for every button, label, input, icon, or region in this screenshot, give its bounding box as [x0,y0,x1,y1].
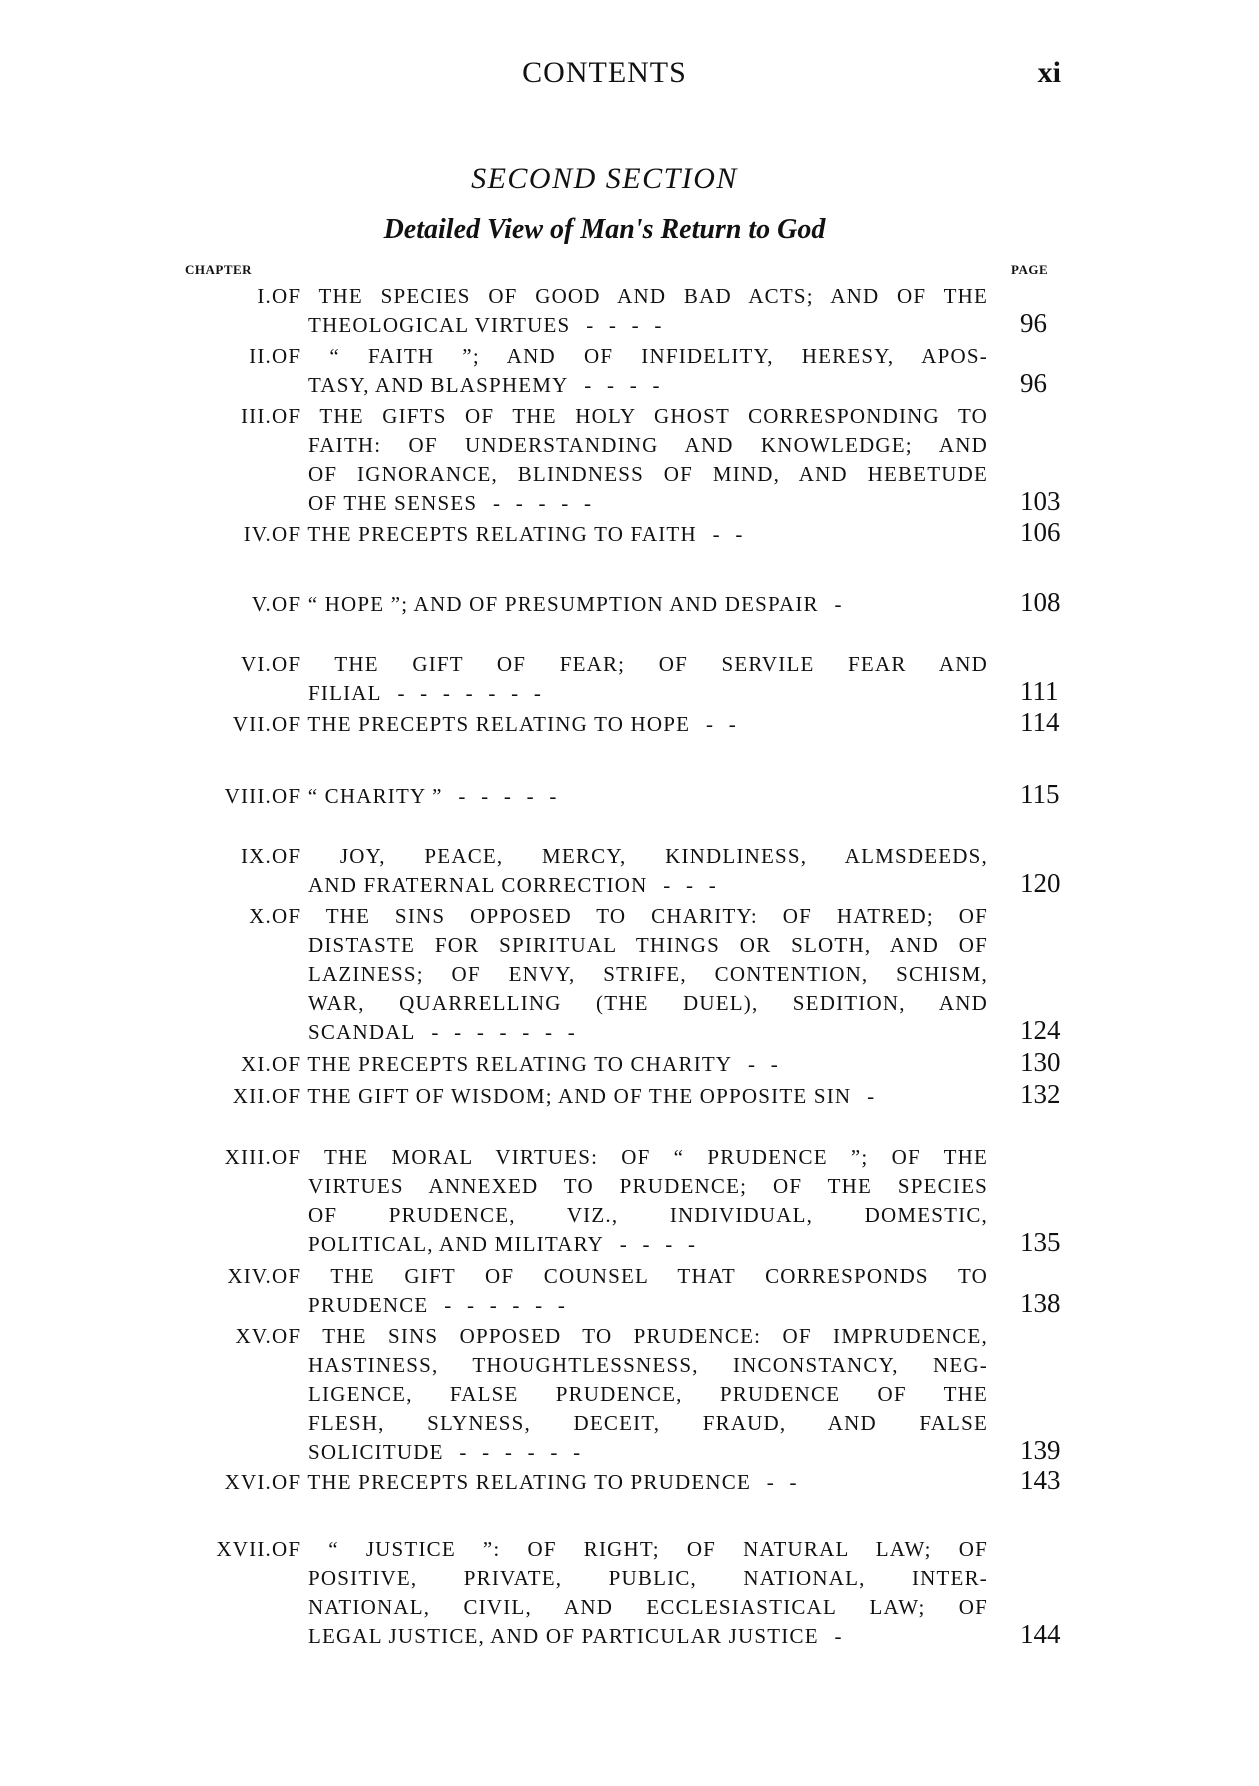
dot-leader: - - [732,1052,778,1076]
page-reference: 106 [1020,517,1061,547]
chapter-title-text: OF THE SINS OPPOSED TO PRUDENCE: OF IMPRUDENCE, [272,1324,988,1348]
chapter-title-line [272,710,988,739]
chapter-title-text: POSITIVE, PRIVATE, PUBLIC, NATIONAL, INTER- [308,1566,988,1590]
chapter-title-text: DISTASTE FOR SPIRITUAL THINGS OR SLOTH, AND OF [308,933,988,957]
chapter-title [272,520,988,549]
chapter-title-text: OF THE GIFTS OF THE HOLY GHOST CORRESPONDING TO [272,404,988,428]
chapter-title-line [272,1622,988,1651]
chapter-title-text: OF “ HOPE ”; AND OF PRESUMPTION AND DESPAIR [272,592,819,616]
chapter-title-text: OF IGNORANCE, BLINDNESS OF MIND, AND HEBETUDE [308,462,988,486]
chapter-number: VIII. [224,784,272,808]
chapter-title [272,1468,988,1497]
chapter-title [272,710,988,739]
chapter-title-text: VIRTUES ANNEXED TO PRUDENCE; OF THE SPECIES [308,1174,988,1198]
chapter-title-text: WAR, QUARRELLING (THE DUEL), SEDITION, AND [308,991,988,1015]
chapter-number: XIII. [224,1145,272,1169]
chapter-title [272,902,988,1047]
chapter-title-text: FAITH: OF UNDERSTANDING AND KNOWLEDGE; AND [308,433,988,457]
page-reference: 114 [1020,707,1060,737]
dot-leader: - - - - [568,373,660,397]
chapter-title-line [272,1593,988,1622]
running-title: CONTENTS [522,56,687,89]
chapter-number: XVII. [216,1537,272,1561]
chapter-title-text: THEOLOGICAL VIRTUES [308,313,571,337]
dot-leader: - - [690,712,736,736]
page-reference: 138 [1020,1288,1061,1318]
chapter-title-text: OF THE GIFT OF COUNSEL THAT CORRESPONDS TO [272,1264,988,1288]
dot-leader: - - - - [570,313,662,337]
chapter-title-line [272,371,988,400]
chapter-title-text: OF “ FAITH ”; AND OF INFIDELITY, HERESY, APOS- [272,344,988,368]
chapter-title-line [272,431,988,460]
chapter-title [272,282,988,340]
page-number: xi [1037,56,1061,89]
chapter-title-text: OF “ CHARITY ” [272,784,443,808]
chapter-title [272,342,988,400]
chapter-title-line [272,931,988,960]
page-reference: 120 [1020,868,1061,898]
page-reference: 124 [1020,1015,1061,1045]
chapter-title [272,1322,988,1467]
chapter-title-line [272,842,988,871]
page-column-heading: PAGE [1011,262,1049,277]
page-reference: 132 [1020,1079,1061,1109]
chapter-title-line [272,989,988,1018]
chapter-title [272,402,988,518]
page-reference: 130 [1020,1047,1061,1077]
chapter-number: IV. [243,522,272,546]
chapter-title [272,1082,988,1111]
chapter-title-text: TASY, AND BLASPHEMY [308,373,569,397]
chapter-title-text: OF THE GIFT OF FEAR; OF SERVILE FEAR AND [272,652,988,676]
chapter-title-line [272,1143,988,1172]
chapter-title-text: SOLICITUDE [308,1440,444,1464]
running-head [0,56,1259,96]
dot-leader: - - - [647,873,716,897]
dot-leader: - - - - - [477,491,591,515]
chapter-title-line [272,1438,988,1467]
page-reference: 135 [1020,1227,1061,1257]
chapter-title-text: POLITICAL, AND MILITARY [308,1232,604,1256]
dot-leader: - - - - - - [428,1293,565,1317]
chapter-title-line [272,1535,988,1564]
chapter-title-text: OF THE GIFT OF WISDOM; AND OF THE OPPOSITE SIN [272,1084,852,1108]
section-subtitle: Detailed View of Man's Return to God [383,214,826,245]
chapter-number: I. [257,284,272,308]
chapter-number: II. [249,344,272,368]
chapter-number: XVI. [224,1470,272,1494]
chapter-title [272,782,988,811]
chapter-number: III. [240,404,272,428]
chapter-number: XV. [235,1324,272,1348]
chapter-title [272,1050,988,1079]
chapter-title [272,1143,988,1259]
dot-leader: - - - - - - - [415,1020,575,1044]
chapter-title-text: OF THE MORAL VIRTUES: OF “ PRUDENCE ”; OF THE [272,1145,988,1169]
dot-leader: - [818,1624,842,1648]
page-reference: 96 [1020,308,1047,338]
dot-leader: - - - - - [442,784,557,808]
chapter-title-line [272,1262,988,1291]
page-reference: 144 [1020,1619,1061,1649]
chapter-title-line [272,1291,988,1320]
chapter-title-line [272,489,988,518]
chapter-title-text: OF THE SPECIES OF GOOD AND BAD ACTS; AND OF THE [272,284,988,308]
chapter-title [272,1262,988,1320]
chapter-title-text: OF THE PRECEPTS RELATING TO PRUDENCE [272,1470,752,1494]
chapter-title-line [272,679,988,708]
page-reference: 108 [1020,587,1061,617]
chapter-title-text: OF THE PRECEPTS RELATING TO FAITH [272,522,697,546]
chapter-number: IX. [240,844,272,868]
chapter-number: XIV. [227,1264,272,1288]
chapter-title-text: FILIAL [308,681,382,705]
dot-leader: - - [751,1470,797,1494]
page-reference: 111 [1020,676,1059,706]
chapter-title-line [272,282,988,311]
page-reference: 143 [1020,1465,1061,1495]
chapter-title-text: LEGAL JUSTICE, AND OF PARTICULAR JUSTICE [308,1624,819,1648]
chapter-title-text: FLESH, SLYNESS, DECEIT, FRAUD, AND FALSE [308,1411,988,1435]
chapter-number: VII. [232,712,272,736]
chapter-title-line [272,1172,988,1201]
chapter-title [272,650,988,708]
chapter-title-text: OF THE PRECEPTS RELATING TO CHARITY [272,1052,733,1076]
page-reference: 115 [1020,779,1060,809]
chapter-title-line [272,1230,988,1259]
chapter-number: XII. [232,1084,272,1108]
chapter-title-line [272,782,988,811]
chapter-number: XI. [240,1052,272,1076]
chapter-number: X. [249,904,272,928]
chapter-title-text: LAZINESS; OF ENVY, STRIFE, CONTENTION, SCHISM, [308,962,988,986]
chapter-title-line [272,1018,988,1047]
chapter-title-line [272,1050,988,1079]
chapter-column-heading: CHAPTER [185,262,253,277]
chapter-title-line [272,460,988,489]
chapter-title-text: PRUDENCE [308,1293,429,1317]
chapter-title-line [272,960,988,989]
dot-leader: - [818,592,842,616]
chapter-title-line [272,520,988,549]
chapter-title-line [272,871,988,900]
page-reference: 103 [1020,486,1061,516]
chapter-title-line [272,902,988,931]
chapter-title-text: AND FRATERNAL CORRECTION [308,873,648,897]
page-reference: 139 [1020,1435,1061,1465]
chapter-title-line [272,590,988,619]
dot-leader: - - - - - - - [381,681,541,705]
chapter-number: VI. [240,652,272,676]
chapter-title-line [272,1082,988,1111]
chapter-title-line [272,1564,988,1593]
dot-leader: - - - - [604,1232,695,1256]
chapter-title-line [272,1201,988,1230]
chapter-title-text: NATIONAL, CIVIL, AND ECCLESIASTICAL LAW; OF [308,1595,988,1619]
chapter-title-text: HASTINESS, THOUGHTLESSNESS, INCONSTANCY, NEG- [308,1353,988,1377]
chapter-title-line [272,1322,988,1351]
section-title: SECOND SECTION [471,162,738,195]
chapter-title-text: OF JOY, PEACE, MERCY, KINDLINESS, ALMSDEEDS, [272,844,988,868]
dot-leader: - - [696,522,743,546]
chapter-title [272,1535,988,1651]
chapter-title [272,590,988,619]
chapter-title [272,842,988,900]
chapter-number: V. [251,592,272,616]
chapter-title-line [272,1351,988,1380]
chapter-title-text: OF THE PRECEPTS RELATING TO HOPE [272,712,691,736]
dot-leader: - - - - - - [443,1440,581,1464]
chapter-title-line [272,1409,988,1438]
chapter-title-text: OF “ JUSTICE ”: OF RIGHT; OF NATURAL LAW; OF [272,1537,988,1561]
chapter-title-text: OF THE SINS OPPOSED TO CHARITY: OF HATRED; OF [272,904,988,928]
chapter-title-line [272,1380,988,1409]
chapter-title-line [272,650,988,679]
chapter-title-line [272,342,988,371]
chapter-title-line [272,402,988,431]
chapter-title-line [272,311,988,340]
dot-leader: - [851,1084,875,1108]
chapter-title-text: LIGENCE, FALSE PRUDENCE, PRUDENCE OF THE [308,1382,988,1406]
page-reference: 96 [1020,368,1047,398]
chapter-title-text: SCANDAL [308,1020,416,1044]
chapter-title-line [272,1468,988,1497]
chapter-title-text: OF PRUDENCE, VIZ., INDIVIDUAL, DOMESTIC, [308,1203,988,1227]
chapter-title-text: OF THE SENSES [308,491,478,515]
